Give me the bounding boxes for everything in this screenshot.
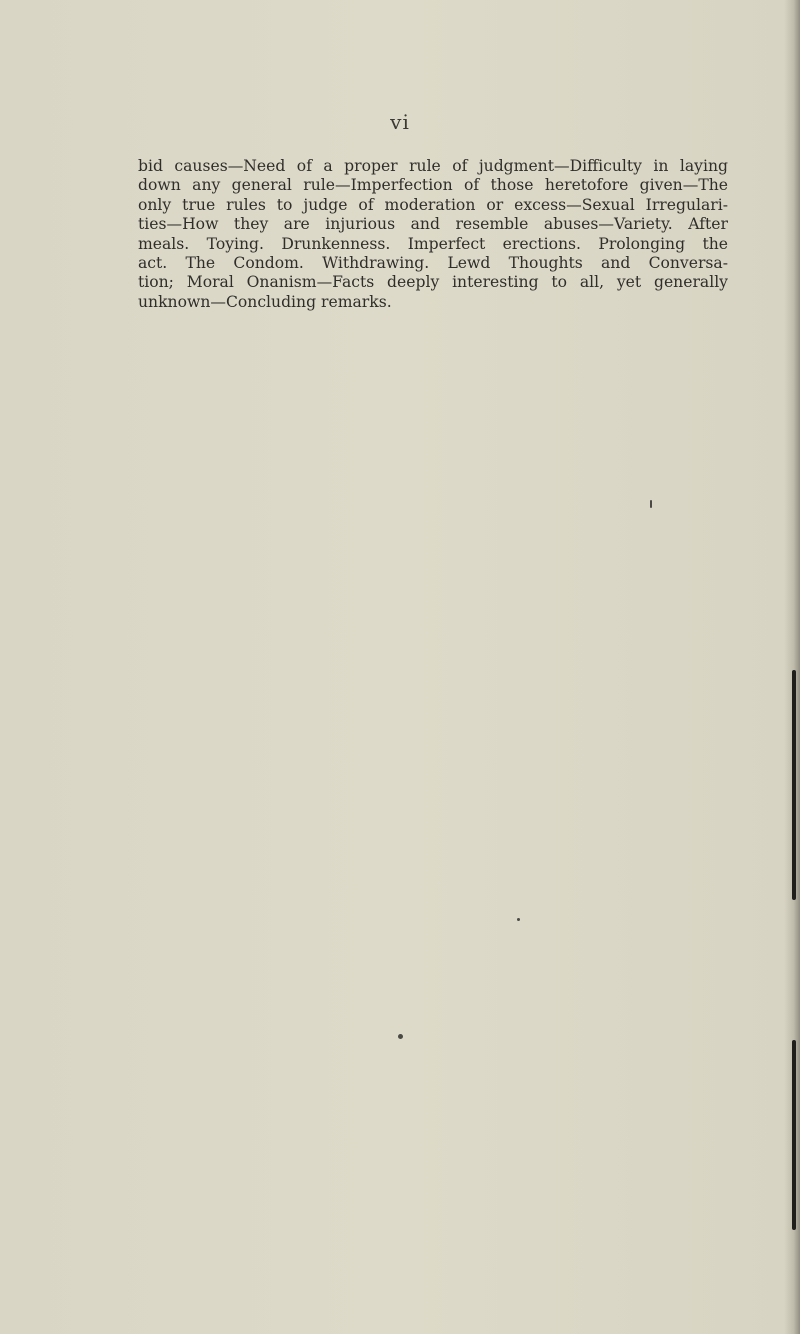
text-line: meals. Toying. Drunkenness. Imperfect erections. Prolonging the [138,234,728,253]
scan-speck [517,918,520,921]
text-line: only true rules to judge of moderation or excess—Sexual Irregulari- [138,195,728,214]
text-line: ties—How they are injurious and resemble abuses—Variety. After [138,215,728,234]
binding-edge-mark [792,670,796,900]
scan-speck [650,500,652,508]
body-paragraph [138,157,728,312]
text-line: bid causes—Need of a proper rule of judgment—Difficulty in laying [138,157,728,175]
text-line: down any general rule—Imperfection of those heretofore given—The [138,176,728,195]
text-line: act. The Condom. Withdrawing. Lewd Thoughts and Conversa- [138,254,728,273]
text-line: unknown—Concluding remarks. [138,292,392,311]
text-line: tion; Moral Onanism—Facts deeply interesting to all, yet generally [138,273,728,292]
page-number: vi [390,110,410,134]
binding-edge-mark [792,1040,796,1230]
scan-speck [398,1034,403,1039]
